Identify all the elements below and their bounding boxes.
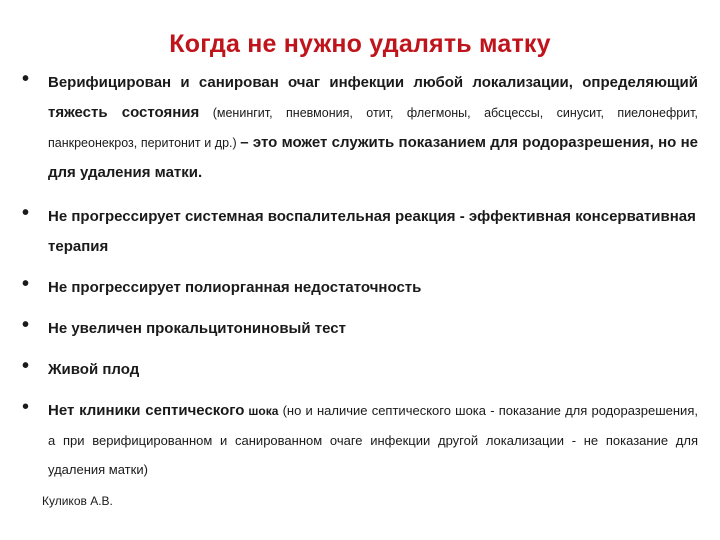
bullet-4-text: Не увеличен прокальцитониновый тест: [48, 320, 346, 337]
bullet-marker: •: [22, 273, 30, 295]
bullet-6-note: (но и наличие септического шока - показание для родоразрешения, а при верифицированном и санированном очаге инфекции другой локализации - не показание для удаления матки): [48, 403, 698, 477]
bullet-1-bold-lead: Верифицирован и санирован очаг инфекции любой локализации, определяющий тяжесть состояния: [48, 74, 698, 121]
bullet-marker: •: [22, 314, 30, 336]
bullet-6-bold-small: шока: [244, 404, 279, 418]
bullet-marker: •: [22, 202, 30, 224]
bullet-1-note: (менингит, пневмония, отит, флегмоны, абсцессы, синусит, пиелонефрит, панкреонекроз, перитонит и др.): [48, 106, 698, 150]
bullet-marker: •: [22, 355, 30, 377]
bullet-6-bold-lead: Нет клиники септического: [48, 402, 245, 419]
bullet-3-text: Не прогрессирует полиорганная недостаточность: [48, 279, 422, 296]
bullet-5-text: Живой плод: [48, 361, 140, 378]
bullet-item-1: [22, 68, 698, 188]
bullet-marker: •: [22, 396, 30, 418]
slide-title: Когда не нужно удалять матку: [169, 30, 551, 58]
bullet-2-text: Не прогрессирует системная воспалительная реакция - эффективная консервативная терапия: [48, 208, 696, 255]
bullet-item-6: [22, 396, 698, 484]
bullet-item-5: [22, 355, 698, 385]
bullet-item-4: [22, 314, 698, 344]
author-credit: Куликов А.В.: [42, 494, 113, 508]
bullet-marker: •: [22, 68, 30, 90]
bullet-1-bold-tail: – это может служить показанием для родоразрешения, но не для удаления матки.: [48, 134, 698, 181]
bullet-item-2: [22, 202, 698, 262]
bullet-item-3: [22, 273, 698, 303]
bullet-list: [22, 68, 698, 484]
